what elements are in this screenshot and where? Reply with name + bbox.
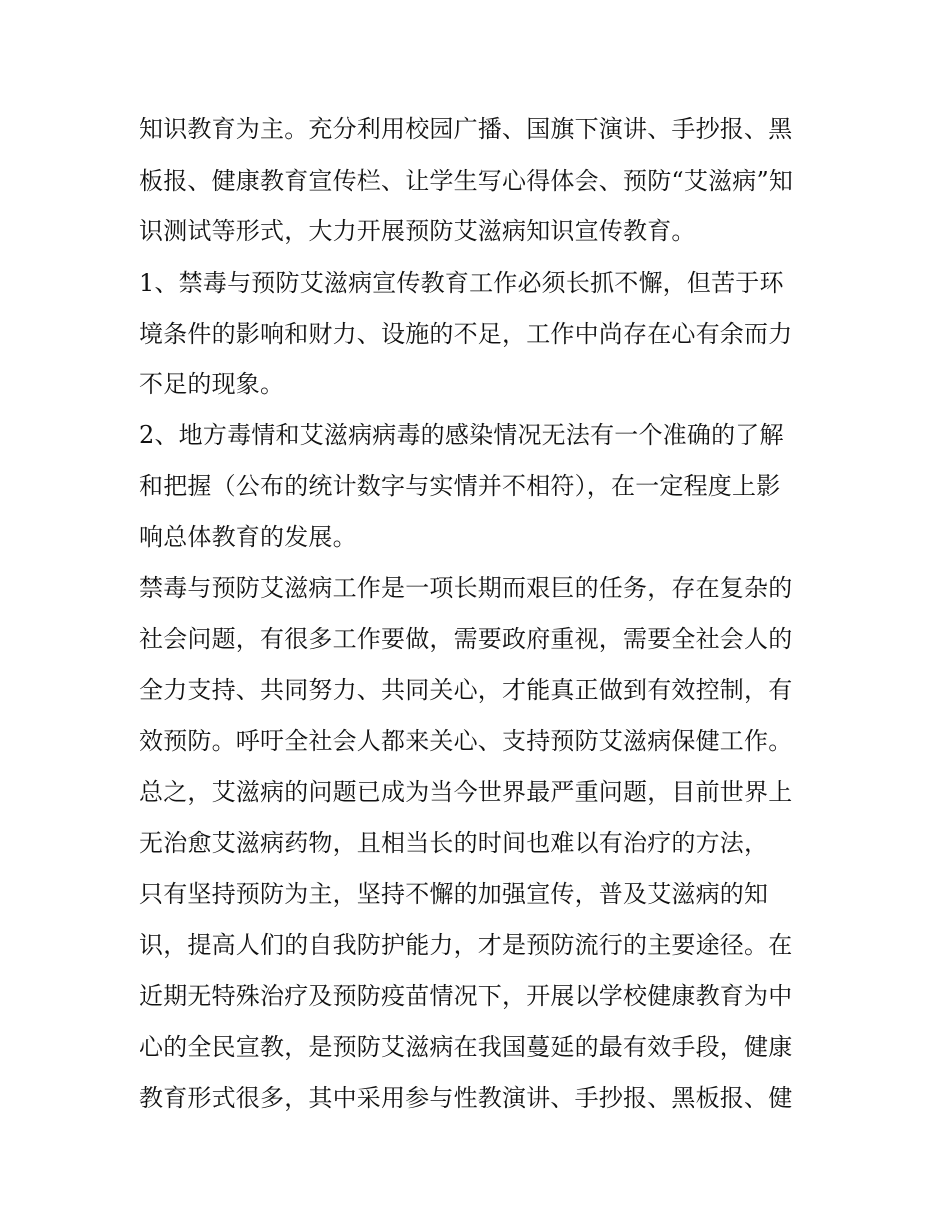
text-line: 近期无特殊治疗及预防疫苗情况下，开展以学校健康教育为中 xyxy=(139,982,793,1010)
text-line: 1、禁毒与预防艾滋病宣传教育工作必须长抓不懈，但苦于环 xyxy=(139,269,784,297)
text-line: 境条件的影响和财力、设施的不足，工作中尚存在心有余而力 xyxy=(139,320,793,348)
text-line: 效预防。呼吁全社会人都来关心、支持预防艾滋病保健工作。 xyxy=(139,727,793,755)
text-line: 知识教育为主。充分利用校园广播、国旗下演讲、手抄报、黑 xyxy=(139,115,793,143)
text-line: 响总体教育的发展。 xyxy=(139,523,357,551)
text-line: 全力支持、共同努力、共同关心，才能真正做到有效控制，有 xyxy=(139,676,793,704)
text-line: 识，提高人们的自我防护能力，才是预防流行的主要途径。在 xyxy=(139,931,793,959)
text-line: 不足的现象。 xyxy=(139,370,285,398)
text-line: 禁毒与预防艾滋病工作是一项长期而艰巨的任务，存在复杂的 xyxy=(139,574,793,602)
text-line: 和把握（公布的统计数字与实情并不相符），在一定程度上影 xyxy=(139,472,781,500)
text-line: 识测试等形式，大力开展预防艾滋病知识宣传教育。 xyxy=(139,217,696,245)
text-line: 心的全民宣教，是预防艾滋病在我国蔓延的最有效手段，健康 xyxy=(139,1033,793,1061)
text-line: 板报、健康教育宣传栏、让学生写心得体会、预防“艾滋病”知 xyxy=(139,167,794,195)
text-line: 无治愈艾滋病药物，且相当长的时间也难以有治疗的方法， xyxy=(139,829,769,857)
text-line: 总之，艾滋病的问题已成为当今世界最严重问题，目前世界上 xyxy=(139,778,793,806)
text-line: 教育形式很多，其中采用参与性教演讲、手抄报、黑板报、健 xyxy=(139,1084,793,1112)
text-line: 只有坚持预防为主，坚持不懈的加强宣传，普及艾滋病的知 xyxy=(139,880,769,908)
text-line: 社会问题，有很多工作要做，需要政府重视，需要全社会人的 xyxy=(139,625,793,653)
text-line: 2、地方毒情和艾滋病病毒的感染情况无法有一个准确的了解 xyxy=(139,421,784,449)
